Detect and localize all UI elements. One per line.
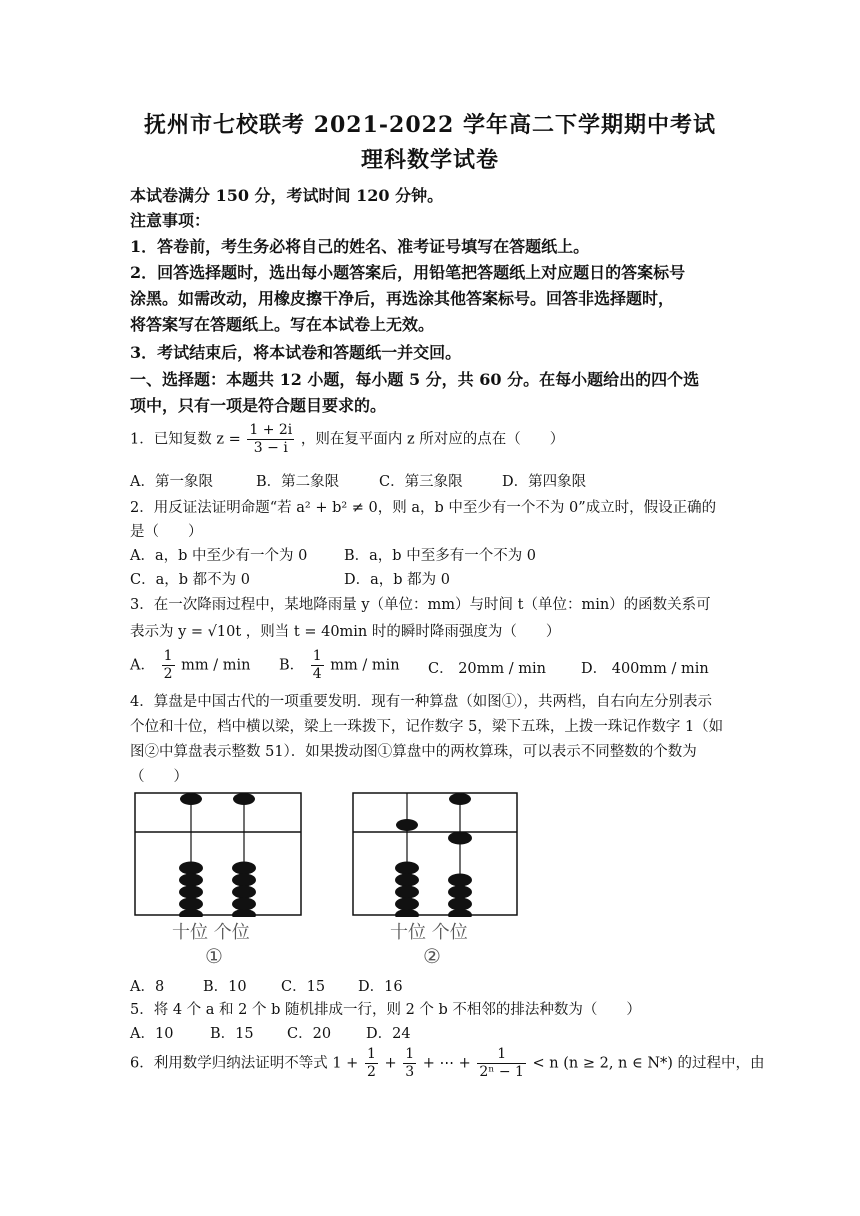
abacus-figure-1 [134,792,302,917]
question-4-line2: 个位和十位，档中横以梁，梁上一珠拨下，记作数字 5，梁下五珠，上拨一珠记作数字 1（如 [130,719,724,735]
q5-option-c: C．20 [287,1026,332,1042]
question-4-line1: 4．算盘是中国古代的一项重要发明．现有一种算盘（如图①），共两档，自右向左分别表示 [130,694,712,710]
q4-option-c: C．15 [281,979,326,995]
abacus-2-mark: ② [423,944,441,968]
q1-suffix: ，则在复平面内 z 所对应的点在（ ） [300,431,565,448]
page-title: 抚州市七校联考 2021-2022 学年高二下学期期中考试 [144,112,716,138]
question-5: 5．将 4 个 a 和 2 个 b 随机排成一行，则 2 个 b 不相邻的排法种数为（ ） [130,1002,641,1018]
question-4-line3: 图②中算盘表示整数 51）．如果拨动图①算盘中的两枚算珠，可以表示不同整数的个数为 [130,744,697,760]
q2-option-c: C．a，b 都不为 0 [130,572,250,588]
q3-option-c: C． 20mm / min [428,661,546,677]
q5-option-b: B．15 [210,1026,254,1042]
question-3-line2: 表示为 y = √10t ，则当 t = 40min 时的瞬时降雨强度为（ ） [130,624,561,640]
section-heading-a: 一、选择题：本题共 12 小题，每小题 5 分，共 60 分。在每小题给出的四个选 [130,370,700,389]
question-1 [130,422,564,457]
q3-option-d: D． 400mm / min [581,661,709,677]
q4-option-d: D．16 [358,979,403,995]
q3-option-a: A． $\frac{1}{2}$ mm / min [130,648,251,682]
q5-option-d: D．24 [366,1026,411,1042]
notice-2a: 2．回答选择题时，选出每小题答案后，用铅笔把答题纸上对应题日的答案标号 [130,263,686,282]
abacus-1-labels: 十位 个位 [172,922,250,943]
score-line: 本试卷满分 150 分，考试时间 120 分钟。 [130,186,444,205]
q1-fraction: $\frac{1 + 2i}{3 - i}$ [249,422,293,456]
q1-option-d: D．第四象限 [502,474,587,490]
question-4-line4: （ ） [130,769,188,785]
q4-option-b: B．10 [203,979,247,995]
q2-option-d: D．a，b 都为 0 [344,572,450,588]
notice-2b: 涂黑。如需改动，用橡皮擦干净后，再选涂其他答案标号。回答非选择题时， [130,289,675,308]
abacus-1-mark: ① [205,944,223,968]
q3-option-a-fraction: $\frac{1}{2}$ [163,648,173,682]
q2-option-a: A．a，b 中至少有一个为 0 [130,548,308,564]
q1-prefix: 1．已知复数 z = [130,431,241,448]
q2-option-b: B．a，b 中至多有一个不为 0 [344,548,537,564]
abacus-2-labels: 十位 个位 [390,922,468,943]
notice-3: 3．考试结束后，将本试卷和答题纸一并交回。 [130,343,462,362]
notice-2c: 将答案写在答题纸上。写在本试卷上无效。 [130,315,435,334]
question-2-line2: 是（ ） [130,524,203,540]
q1-option-b: B．第二象限 [256,474,340,490]
abacus-figure-2 [352,792,518,917]
q4-option-a: A．8 [130,979,165,995]
q1-option-c: C．第三象限 [379,474,463,490]
q3-option-b-fraction: $\frac{1}{4}$ [312,648,322,682]
notice-1: 1．答卷前，考生务必将自己的姓名、准考证号填写在答题纸上。 [130,237,590,256]
question-2-line1: 2．用反证法证明命题“若 a² + b² ≠ 0，则 a，b 中至少有一个不为 0”成立时，假设正确的 [130,500,717,516]
notice-title: 注意事项： [130,211,211,230]
q3-option-b: B． $\frac{1}{4}$ mm / min [279,648,400,682]
q1-option-a: A．第一象限 [130,474,213,490]
question-6: 6．利用数学归纳法证明不等式 1 + $\frac{1}{2}$ + $\frac{1}{3}$ + ⋯ + $\frac{1}{\text{2ⁿ − 1}}$ < n (n ≥ 2, n ∈ N*) 的过程中，由 [130,1046,765,1080]
section-heading-b: 项中，只有一项是符合题目要求的。 [130,396,387,415]
q5-option-a: A．10 [130,1026,174,1042]
page-subtitle: 理科数学试卷 [360,147,499,173]
question-3-line1: 3．在一次降雨过程中，某地降雨量 y（单位：mm）与时间 t（单位：min）的函数关系可 [130,597,711,613]
